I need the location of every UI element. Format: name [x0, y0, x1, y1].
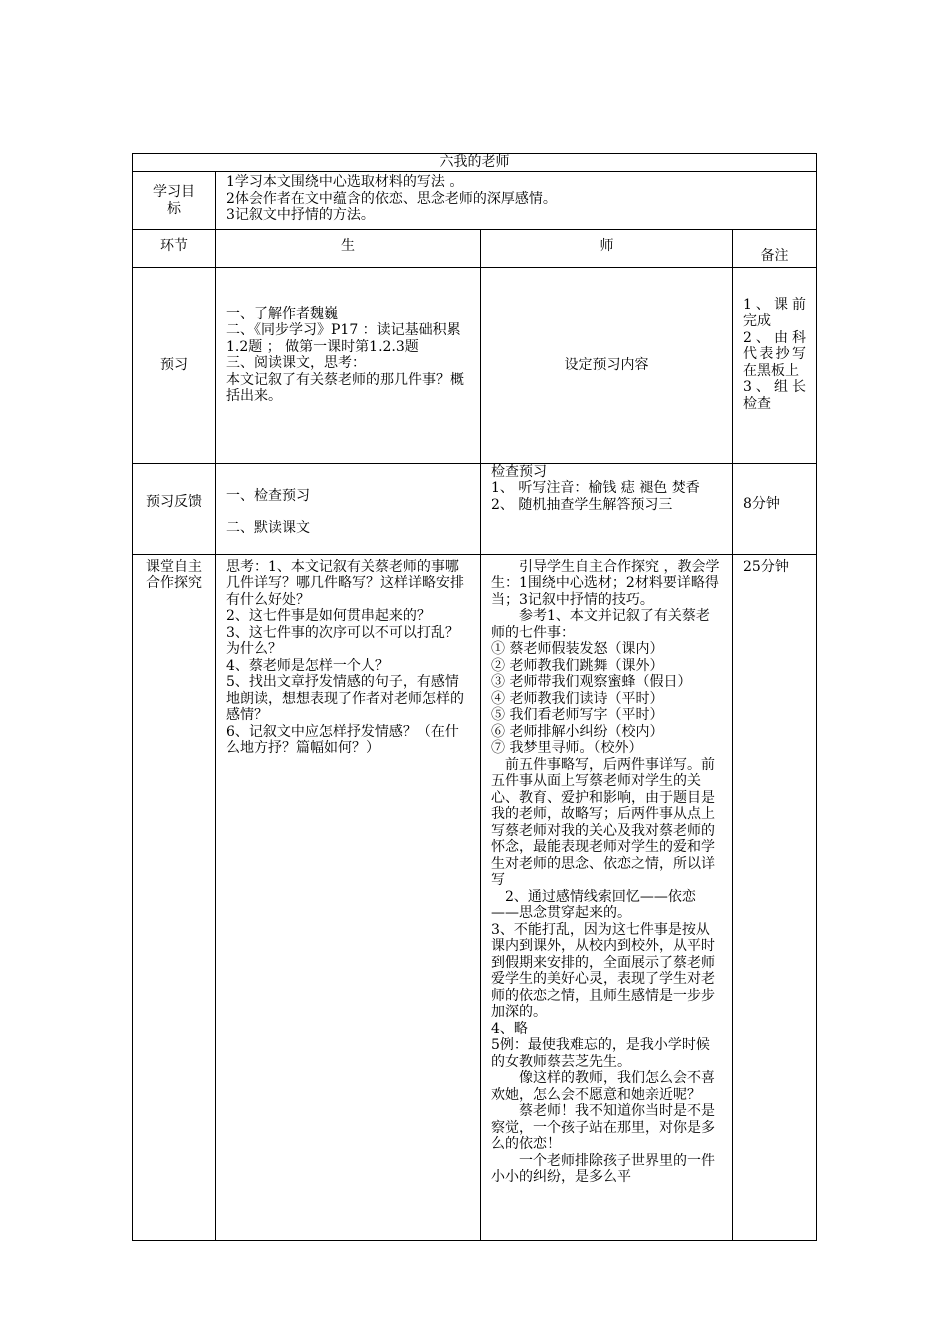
- class-teacher-line: ③ 老师带我们观察蜜蜂（假日）: [491, 674, 692, 690]
- class-row: [133, 554, 817, 1240]
- class-student-line: 思考：1、本文记叙有关蔡老师的事哪几件详写？哪几件略写？这样详略安排有什么好处？: [226, 558, 464, 608]
- preview-note: 1、课前完成: [743, 296, 806, 329]
- preview-student-line: 本文记叙了有关蔡老师的那几件事？概括出来。: [226, 371, 464, 404]
- header-stage: 环节: [133, 230, 216, 268]
- feedback-student: [216, 463, 481, 554]
- preview-stage: 预习: [133, 267, 216, 463]
- feedback-row: [133, 463, 817, 554]
- goals-row: [133, 172, 817, 230]
- goal-item: 1学习本文围绕中心选取材料的写法 。: [226, 174, 464, 190]
- feedback-teacher-line: 2、 随机抽查学生解答预习三: [491, 496, 673, 513]
- lesson-plan-table: [132, 153, 817, 1241]
- feedback-stage: 预习反馈: [133, 463, 216, 554]
- preview-teacher: 设定预习内容: [481, 267, 733, 463]
- class-student-line: 4、蔡老师是怎样一个人？: [226, 657, 389, 674]
- class-student-line: 3、这七件事的次序可以不可以打乱？为什么？: [226, 624, 459, 657]
- header-teacher: 师: [481, 230, 733, 268]
- header-student: 生: [216, 230, 481, 268]
- class-teacher-line: 5例：最使我难忘的，是我小学时候的女教师蔡芸芝先生。: [491, 1037, 710, 1070]
- class-teacher-line: 4、略: [491, 1020, 528, 1037]
- header-row: [133, 230, 817, 268]
- preview-notes: [733, 267, 817, 463]
- feedback-teacher-line: 检查预习: [491, 463, 547, 480]
- class-student-line: 5、找出文章抒发情感的句子，有感情地朗读，想想表现了作者对老师怎样的感情？: [226, 674, 464, 723]
- class-teacher-line: ② 老师教我们跳舞（课外）: [491, 657, 664, 674]
- header-notes: 备注: [733, 230, 817, 268]
- preview-student-line: 三、阅读课文，思考：: [226, 355, 366, 371]
- class-teacher-line: 一个老师排除孩子世界里的一件小小的纠纷，是多么平: [491, 1152, 715, 1185]
- class-student-line: 6、记叙文中应怎样抒发情感？（在什么地方抒？篇幅如何？）: [226, 723, 459, 756]
- goal-item: 2体会作者在文中蕴含的依恋、思念老师的深厚感情。: [226, 190, 557, 207]
- class-teacher-line: 3、不能打乱，因为这七件事是按从课内到课外，从校内到校外，从平时到假期来安排的，全面展示了蔡老师爱学生的美好心灵，表现了学生对老师的依恋之情，且师生感情是一步步加深的。: [491, 921, 715, 1020]
- goal-item: 3记叙文中抒情的方法。: [226, 207, 375, 223]
- class-teacher-line: ⑦ 我梦里寻师。（校外）: [491, 740, 643, 756]
- preview-note: 2、由科代表抄写在黑板上: [743, 329, 806, 379]
- class-teacher-line: ④ 老师教我们读诗（平时）: [491, 690, 664, 707]
- preview-student-line: 一、了解作者魏巍: [226, 305, 338, 322]
- feedback-student-line: 一、检查预习: [226, 487, 310, 504]
- class-student: [216, 554, 481, 1240]
- class-teacher: [481, 554, 733, 1240]
- class-teacher-line: 蔡老师！我不知道你当时是不是察觉，一个孩子站在那里，对你是多么的依恋！: [491, 1103, 715, 1152]
- preview-note: 3、组长检查: [743, 379, 806, 412]
- feedback-teacher-line: 1、 听写注音：榆钱 痣 褪色 焚香: [491, 480, 700, 496]
- feedback-notes: 8分钟: [733, 463, 817, 554]
- preview-student: [216, 267, 481, 463]
- class-teacher-line: ⑥ 老师排解小纠纷（校内）: [491, 723, 664, 740]
- title-row: [133, 154, 817, 172]
- class-teacher-line: 参考1、本文并记叙了有关蔡老师的七件事：: [491, 608, 710, 641]
- goals-content: [216, 172, 817, 230]
- class-notes: 25分钟: [733, 554, 817, 1240]
- preview-row: [133, 267, 817, 463]
- feedback-teacher: [481, 463, 733, 554]
- class-teacher-line: 前五件事略写，后两件事详写。前五件事从面上写蔡老师对学生的关心、教育、爱护和影响，由于题目是我的老师，故略写；后两件事从点上写蔡老师对我的关心及我对蔡老师的怀念，最能表现老师对学生的爱和学生对老师的思念、依恋之情，所以详写: [491, 756, 715, 888]
- class-stage: 课堂自主合作探究: [133, 554, 216, 1240]
- feedback-student-line: 二、默读课文: [226, 520, 310, 536]
- class-teacher-line: 引导学生自主合作探究 ，教会学生：1围绕中心选材；2材料要详略得当；3记叙中抒情的技巧。: [491, 558, 720, 608]
- goals-label: 学习目标: [133, 172, 216, 230]
- class-teacher-line: 像这样的教师，我们怎么会不喜欢她，怎么会不愿意和她亲近呢？: [491, 1070, 715, 1103]
- class-teacher-line: ⑤ 我们看老师写字（平时）: [491, 707, 664, 723]
- preview-student-line: 二、《同步学习》P17 ：读记基础积累1.2题 ； 做第一课时第1.2.3题: [226, 322, 461, 355]
- lesson-title: 六我的老师: [133, 154, 817, 172]
- class-student-line: 2、这七件事是如何贯串起来的？: [226, 608, 431, 624]
- class-teacher-line: ① 蔡老师假装发怒（课内）: [491, 641, 664, 657]
- class-teacher-line: 2、通过感情线索回忆——依恋——思念贯穿起来的。: [491, 888, 696, 921]
